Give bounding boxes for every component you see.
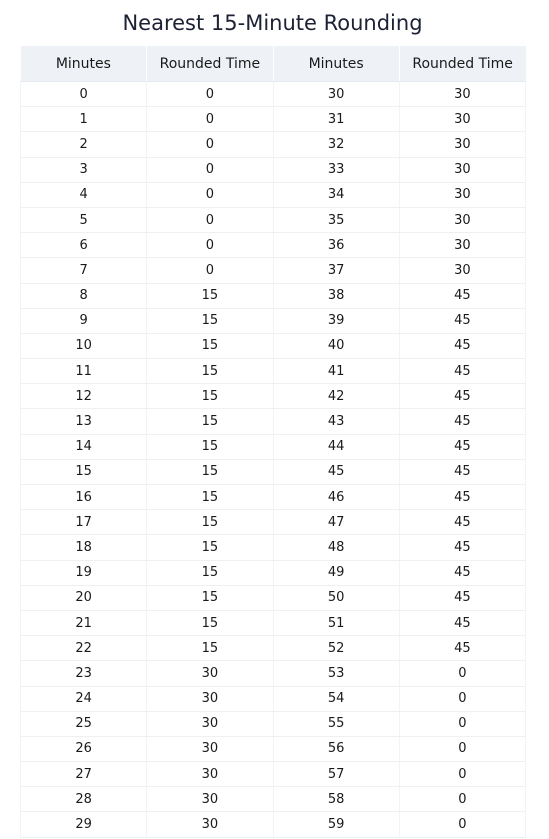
column-header-rounded-right: Rounded Time xyxy=(399,46,525,82)
cell-minutes-left: 29 xyxy=(21,812,147,837)
cell-minutes-right: 47 xyxy=(273,510,399,535)
table-row xyxy=(21,610,526,635)
cell-rounded-left: 0 xyxy=(147,207,273,232)
table-row xyxy=(21,157,526,182)
cell-minutes-right: 36 xyxy=(273,233,399,258)
cell-minutes-right: 55 xyxy=(273,711,399,736)
cell-minutes-left: 4 xyxy=(21,182,147,207)
cell-rounded-left: 30 xyxy=(147,787,273,812)
cell-minutes-left: 1 xyxy=(21,107,147,132)
table-row xyxy=(21,182,526,207)
cell-rounded-right: 0 xyxy=(399,812,525,837)
cell-rounded-left: 15 xyxy=(147,510,273,535)
column-header-minutes-right: Minutes xyxy=(273,46,399,82)
cell-rounded-right: 0 xyxy=(399,661,525,686)
table-row xyxy=(21,258,526,283)
table-row xyxy=(21,762,526,787)
cell-rounded-left: 15 xyxy=(147,636,273,661)
cell-rounded-right: 45 xyxy=(399,333,525,358)
cell-rounded-right: 45 xyxy=(399,359,525,384)
cell-rounded-right: 45 xyxy=(399,485,525,510)
cell-minutes-right: 39 xyxy=(273,308,399,333)
cell-rounded-left: 15 xyxy=(147,535,273,560)
cell-minutes-left: 18 xyxy=(21,535,147,560)
cell-rounded-right: 0 xyxy=(399,736,525,761)
cell-minutes-left: 17 xyxy=(21,510,147,535)
table-row xyxy=(21,510,526,535)
cell-rounded-left: 15 xyxy=(147,308,273,333)
cell-rounded-right: 45 xyxy=(399,610,525,635)
cell-rounded-left: 0 xyxy=(147,182,273,207)
cell-rounded-left: 15 xyxy=(147,384,273,409)
table-row xyxy=(21,560,526,585)
cell-minutes-left: 3 xyxy=(21,157,147,182)
cell-rounded-left: 15 xyxy=(147,459,273,484)
table-row xyxy=(21,485,526,510)
cell-rounded-right: 30 xyxy=(399,107,525,132)
table-row xyxy=(21,661,526,686)
table-row xyxy=(21,736,526,761)
cell-minutes-right: 33 xyxy=(273,157,399,182)
cell-minutes-right: 34 xyxy=(273,182,399,207)
cell-rounded-left: 0 xyxy=(147,82,273,107)
cell-minutes-right: 37 xyxy=(273,258,399,283)
cell-minutes-left: 27 xyxy=(21,762,147,787)
cell-rounded-left: 0 xyxy=(147,132,273,157)
table-row xyxy=(21,107,526,132)
cell-rounded-left: 0 xyxy=(147,258,273,283)
cell-minutes-left: 16 xyxy=(21,485,147,510)
cell-rounded-left: 15 xyxy=(147,409,273,434)
cell-rounded-right: 30 xyxy=(399,258,525,283)
table-row xyxy=(21,711,526,736)
cell-minutes-left: 7 xyxy=(21,258,147,283)
table-row xyxy=(21,812,526,837)
cell-rounded-right: 45 xyxy=(399,409,525,434)
cell-minutes-right: 43 xyxy=(273,409,399,434)
cell-minutes-right: 46 xyxy=(273,485,399,510)
table-row xyxy=(21,283,526,308)
table-row xyxy=(21,585,526,610)
cell-minutes-right: 51 xyxy=(273,610,399,635)
cell-minutes-left: 8 xyxy=(21,283,147,308)
cell-rounded-right: 45 xyxy=(399,585,525,610)
cell-minutes-right: 48 xyxy=(273,535,399,560)
table-title: Nearest 15-Minute Rounding xyxy=(122,11,423,35)
cell-minutes-left: 26 xyxy=(21,736,147,761)
cell-rounded-left: 30 xyxy=(147,686,273,711)
cell-minutes-right: 58 xyxy=(273,787,399,812)
cell-rounded-right: 45 xyxy=(399,510,525,535)
cell-rounded-right: 45 xyxy=(399,560,525,585)
cell-rounded-right: 45 xyxy=(399,283,525,308)
cell-minutes-right: 52 xyxy=(273,636,399,661)
table-row xyxy=(21,434,526,459)
cell-rounded-right: 30 xyxy=(399,132,525,157)
cell-rounded-right: 45 xyxy=(399,434,525,459)
cell-rounded-left: 15 xyxy=(147,560,273,585)
cell-rounded-right: 30 xyxy=(399,207,525,232)
rounding-table xyxy=(20,46,526,838)
cell-minutes-left: 13 xyxy=(21,409,147,434)
cell-rounded-left: 0 xyxy=(147,157,273,182)
cell-minutes-left: 23 xyxy=(21,661,147,686)
cell-minutes-right: 54 xyxy=(273,686,399,711)
table-row xyxy=(21,459,526,484)
cell-minutes-left: 24 xyxy=(21,686,147,711)
table-row xyxy=(21,636,526,661)
cell-minutes-left: 5 xyxy=(21,207,147,232)
column-header-rounded-left: Rounded Time xyxy=(147,46,273,82)
cell-rounded-right: 0 xyxy=(399,711,525,736)
cell-minutes-left: 10 xyxy=(21,333,147,358)
table-row xyxy=(21,787,526,812)
cell-minutes-left: 21 xyxy=(21,610,147,635)
table-row xyxy=(21,308,526,333)
cell-minutes-left: 11 xyxy=(21,359,147,384)
cell-rounded-left: 30 xyxy=(147,661,273,686)
cell-minutes-left: 15 xyxy=(21,459,147,484)
cell-minutes-right: 59 xyxy=(273,812,399,837)
cell-minutes-left: 2 xyxy=(21,132,147,157)
column-header-minutes-left: Minutes xyxy=(21,46,147,82)
cell-rounded-right: 45 xyxy=(399,384,525,409)
cell-minutes-left: 6 xyxy=(21,233,147,258)
cell-minutes-left: 14 xyxy=(21,434,147,459)
cell-minutes-right: 35 xyxy=(273,207,399,232)
table-row xyxy=(21,132,526,157)
table-body xyxy=(21,82,526,838)
table-row xyxy=(21,233,526,258)
cell-rounded-left: 30 xyxy=(147,711,273,736)
cell-rounded-left: 30 xyxy=(147,736,273,761)
cell-minutes-left: 0 xyxy=(21,82,147,107)
table-row xyxy=(21,384,526,409)
cell-minutes-left: 28 xyxy=(21,787,147,812)
cell-rounded-left: 15 xyxy=(147,610,273,635)
cell-minutes-right: 50 xyxy=(273,585,399,610)
cell-minutes-left: 20 xyxy=(21,585,147,610)
cell-rounded-left: 30 xyxy=(147,762,273,787)
cell-minutes-left: 22 xyxy=(21,636,147,661)
cell-rounded-left: 15 xyxy=(147,333,273,358)
cell-rounded-left: 15 xyxy=(147,359,273,384)
cell-rounded-left: 15 xyxy=(147,585,273,610)
cell-minutes-right: 41 xyxy=(273,359,399,384)
table-row xyxy=(21,535,526,560)
cell-minutes-right: 38 xyxy=(273,283,399,308)
cell-minutes-left: 25 xyxy=(21,711,147,736)
cell-minutes-right: 45 xyxy=(273,459,399,484)
table-row xyxy=(21,207,526,232)
cell-minutes-right: 30 xyxy=(273,82,399,107)
cell-minutes-left: 9 xyxy=(21,308,147,333)
cell-minutes-right: 49 xyxy=(273,560,399,585)
cell-rounded-right: 30 xyxy=(399,157,525,182)
cell-minutes-right: 40 xyxy=(273,333,399,358)
cell-rounded-right: 0 xyxy=(399,787,525,812)
cell-minutes-left: 19 xyxy=(21,560,147,585)
cell-minutes-right: 57 xyxy=(273,762,399,787)
cell-rounded-left: 0 xyxy=(147,233,273,258)
cell-rounded-left: 0 xyxy=(147,107,273,132)
cell-rounded-left: 15 xyxy=(147,283,273,308)
cell-rounded-right: 30 xyxy=(399,182,525,207)
cell-minutes-right: 56 xyxy=(273,736,399,761)
table-row xyxy=(21,686,526,711)
cell-rounded-right: 45 xyxy=(399,535,525,560)
cell-rounded-right: 45 xyxy=(399,308,525,333)
cell-rounded-right: 45 xyxy=(399,459,525,484)
cell-rounded-right: 0 xyxy=(399,686,525,711)
cell-minutes-right: 42 xyxy=(273,384,399,409)
cell-rounded-right: 30 xyxy=(399,82,525,107)
cell-minutes-left: 12 xyxy=(21,384,147,409)
table-row xyxy=(21,333,526,358)
cell-rounded-left: 30 xyxy=(147,812,273,837)
table-row xyxy=(21,82,526,107)
table-row xyxy=(21,359,526,384)
cell-rounded-left: 15 xyxy=(147,434,273,459)
cell-rounded-right: 45 xyxy=(399,636,525,661)
cell-minutes-right: 32 xyxy=(273,132,399,157)
cell-minutes-right: 53 xyxy=(273,661,399,686)
cell-rounded-right: 0 xyxy=(399,762,525,787)
cell-rounded-left: 15 xyxy=(147,485,273,510)
cell-minutes-right: 31 xyxy=(273,107,399,132)
cell-minutes-right: 44 xyxy=(273,434,399,459)
header-row xyxy=(21,46,526,82)
table-row xyxy=(21,409,526,434)
cell-rounded-right: 30 xyxy=(399,233,525,258)
